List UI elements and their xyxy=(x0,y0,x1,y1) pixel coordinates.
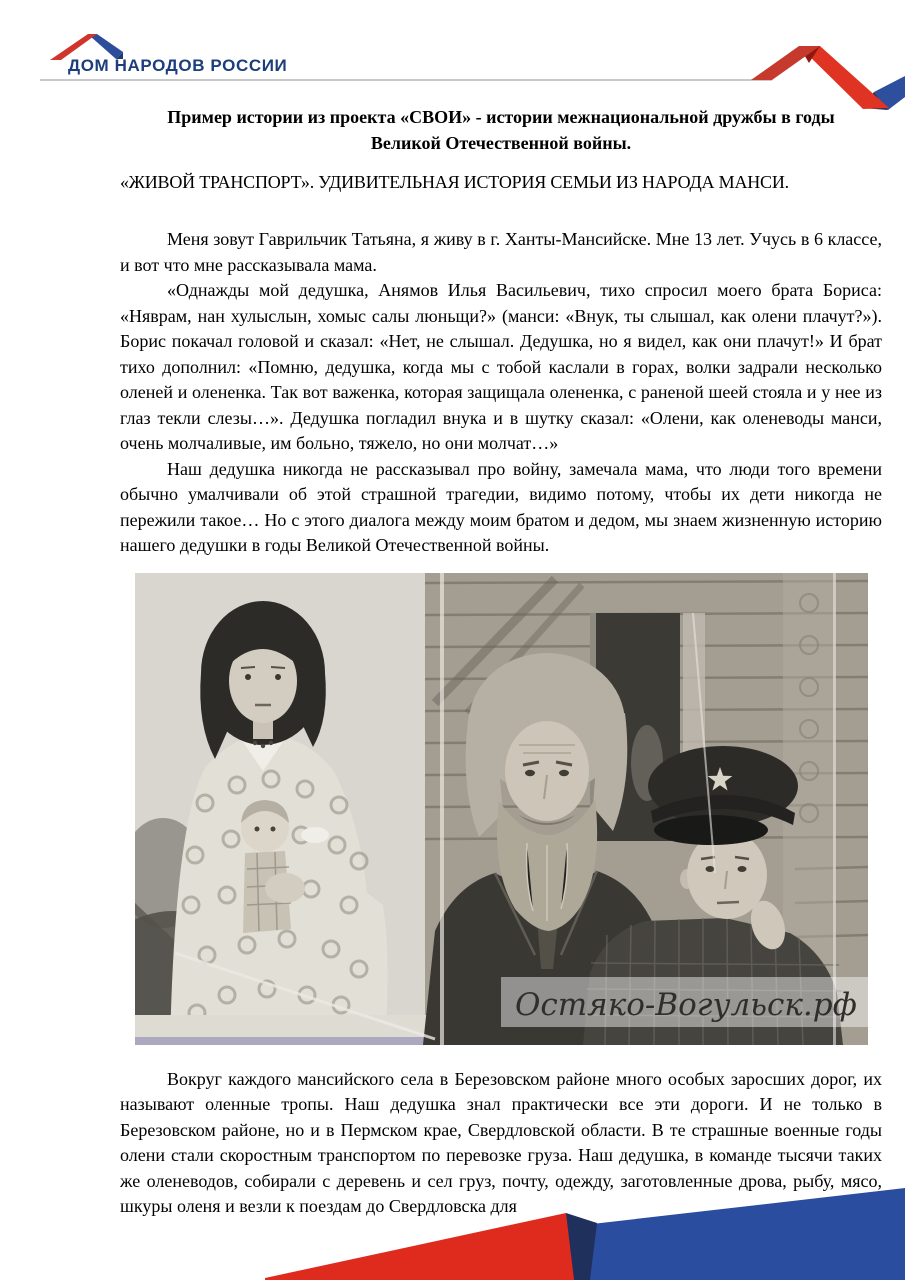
document-subtitle: «ЖИВОЙ ТРАНСПОРТ». УДИВИТЕЛЬНАЯ ИСТОРИЯ СЕМЬИ ИЗ НАРОДА МАНСИ. xyxy=(120,172,789,192)
title-line-2: Великой Отечественной войны. xyxy=(370,133,632,153)
paragraph-dialog: «Однажды мой дедушка, Анямов Илья Васильевич, тихо спросил моего брата Бориса: «Няврам, нан хулыслын, хомыс салы люньщи?» (манси: «Внук, ты слышал, как олени плачут?»). Борис покачал головой и сказал: «Нет, не слышал. Дедушка, но я видел, как они плачут!» И брат тихо дополнил: «Помню, дедушка, когда мы с тобой каслали в горах, волки задрали несколько оленей и олененка. Так вот важенка, которая защищала олененка, с раненой шеей стояла и у нее из глаз текли слезы…». Дедушка погладил внука и в шутку сказал: «Олени, как оленеводы манси, очень молчаливые, им больно, тяжело, но они молчат…» xyxy=(120,280,882,453)
photo-watermark-text: Остяко-Вогульск.рф xyxy=(515,986,857,1023)
title-line-1: Пример истории из проекта «СВОИ» - истории межнациональной дружбы в годы xyxy=(167,107,835,127)
logo-wordmark: ДОМ НАРОДОВ РОССИИ xyxy=(68,56,288,75)
paragraph-reindeer-roads: Вокруг каждого мансийского села в Березовском районе много особых заросших дорог, их называют оленные тропы. Наш дедушка знал практически все эти дороги. И не только в Березовском районе, но и в Пермском крае, Свердловской области. В те страшные военные годы олени стали скоростным транспортом по перевозке груза. Наш дедушка, в команде тысячи таких же оленеводов, собирали с деревень и сел груз, почту, одежду, заготовленные дрова, рыбу, мясо, шкуры оленя и везли к поездам до Свердловска для xyxy=(120,1068,882,1216)
family-photo xyxy=(135,573,868,1045)
paragraph-intro: Меня зовут Гаврильчик Татьяна, я живу в г. Ханты-Мансийске. Мне 13 лет. Учусь в 6 классе, и вот что мне рассказывала мама. xyxy=(120,229,882,275)
family-photo-image xyxy=(135,573,868,1045)
document-title xyxy=(120,104,882,156)
header-divider xyxy=(40,79,772,81)
footer-ribbon-decoration xyxy=(0,1185,905,1280)
document-content xyxy=(120,104,882,1220)
photo-watermark xyxy=(501,977,868,1027)
paragraph-memory: Наш дедушка никогда не рассказывал про войну, замечала мама, что люди того времени обычно умалчивали об этой страшной трагедии, видимо потому, чтобы их дети никогда не пережили такое… Но с этого диалога между моим братом и дедом, мы знаем жизненную историю нашего дедушки в годы Великой Отечественной войны. xyxy=(120,458,882,555)
